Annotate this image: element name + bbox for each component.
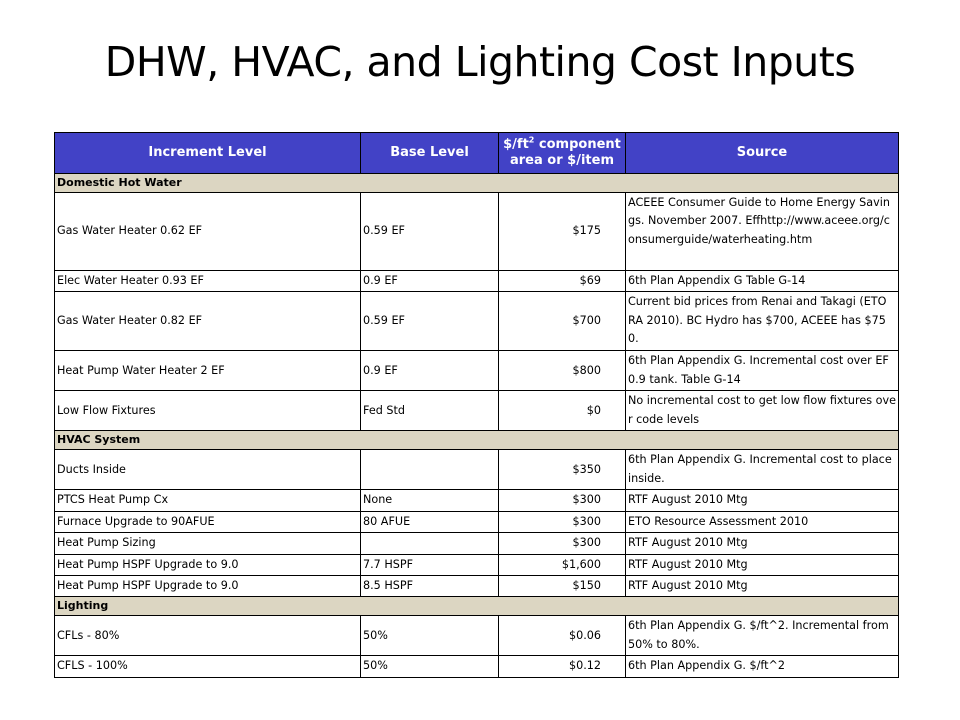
cost-cell: $150 bbox=[499, 576, 626, 597]
cost-cell: $700 bbox=[499, 292, 626, 351]
source-cell: 6th Plan Appendix G. Incremental cost to place inside. bbox=[626, 450, 899, 490]
table-row bbox=[55, 351, 899, 391]
table-row bbox=[55, 292, 899, 351]
source-cell: 6th Plan Appendix G. $/ft^2. Incremental from 50% to 80%. bbox=[626, 616, 899, 656]
cost-cell: $300 bbox=[499, 533, 626, 554]
cost-cell: $69 bbox=[499, 271, 626, 292]
table-row bbox=[55, 554, 899, 575]
cost-cell: $300 bbox=[499, 490, 626, 511]
table-row bbox=[55, 576, 899, 597]
increment-cell: CFLs - 80% bbox=[55, 616, 361, 656]
table-header-row bbox=[55, 133, 899, 174]
base-cell: 50% bbox=[361, 656, 499, 677]
increment-cell: Elec Water Heater 0.93 EF bbox=[55, 271, 361, 292]
increment-cell: Heat Pump Water Heater 2 EF bbox=[55, 351, 361, 391]
source-cell: RTF August 2010 Mtg bbox=[626, 554, 899, 575]
section-row bbox=[55, 431, 899, 450]
base-cell: 50% bbox=[361, 616, 499, 656]
source-cell: ACEEE Consumer Guide to Home Energy Savings. November 2007. Effhttp://www.aceee.org/consumerguide/waterheating.htm bbox=[626, 193, 899, 271]
base-cell: 7.7 HSPF bbox=[361, 554, 499, 575]
header-increment-level: Increment Level bbox=[55, 133, 361, 174]
cost-cell: $300 bbox=[499, 511, 626, 532]
section-row bbox=[55, 174, 899, 193]
source-cell: ETO Resource Assessment 2010 bbox=[626, 511, 899, 532]
table-row bbox=[55, 391, 899, 431]
increment-cell: Gas Water Heater 0.62 EF bbox=[55, 193, 361, 271]
table-row bbox=[55, 656, 899, 677]
base-cell: 8.5 HSPF bbox=[361, 576, 499, 597]
source-cell: 6th Plan Appendix G Table G-14 bbox=[626, 271, 899, 292]
source-cell: 6th Plan Appendix G. $/ft^2 bbox=[626, 656, 899, 677]
header-base-level: Base Level bbox=[361, 133, 499, 174]
table-row bbox=[55, 616, 899, 656]
table-row bbox=[55, 450, 899, 490]
increment-cell: Low Flow Fixtures bbox=[55, 391, 361, 431]
source-cell: RTF August 2010 Mtg bbox=[626, 576, 899, 597]
cost-inputs-table bbox=[54, 132, 899, 678]
table-row bbox=[55, 193, 899, 271]
cost-cell: $1,600 bbox=[499, 554, 626, 575]
cost-cell: $0.06 bbox=[499, 616, 626, 656]
section-row bbox=[55, 597, 899, 616]
base-cell: 0.59 EF bbox=[361, 292, 499, 351]
increment-cell: CFLS - 100% bbox=[55, 656, 361, 677]
table-row bbox=[55, 490, 899, 511]
base-cell bbox=[361, 533, 499, 554]
source-cell: RTF August 2010 Mtg bbox=[626, 490, 899, 511]
increment-cell: Heat Pump HSPF Upgrade to 9.0 bbox=[55, 554, 361, 575]
table-row bbox=[55, 533, 899, 554]
cost-cell: $0.12 bbox=[499, 656, 626, 677]
base-cell bbox=[361, 450, 499, 490]
section-heading: Lighting bbox=[55, 597, 899, 616]
increment-cell: Heat Pump Sizing bbox=[55, 533, 361, 554]
cost-cell: $175 bbox=[499, 193, 626, 271]
cost-cell: $0 bbox=[499, 391, 626, 431]
source-cell: RTF August 2010 Mtg bbox=[626, 533, 899, 554]
source-cell: 6th Plan Appendix G. Incremental cost over EF 0.9 tank. Table G-14 bbox=[626, 351, 899, 391]
table-body bbox=[55, 174, 899, 678]
slide-title: DHW, HVAC, and Lighting Cost Inputs bbox=[104, 38, 856, 86]
increment-cell: Furnace Upgrade to 90AFUE bbox=[55, 511, 361, 532]
base-cell: None bbox=[361, 490, 499, 511]
base-cell: 0.9 EF bbox=[361, 271, 499, 292]
increment-cell: PTCS Heat Pump Cx bbox=[55, 490, 361, 511]
base-cell: 80 AFUE bbox=[361, 511, 499, 532]
base-cell: 0.9 EF bbox=[361, 351, 499, 391]
section-heading: Domestic Hot Water bbox=[55, 174, 899, 193]
source-cell: Current bid prices from Renai and Takagi (ETO RA 2010). BC Hydro has $700, ACEEE has $750. bbox=[626, 292, 899, 351]
base-cell: 0.59 EF bbox=[361, 193, 499, 271]
header-cost-prefix: $/ft bbox=[503, 137, 529, 152]
increment-cell: Ducts Inside bbox=[55, 450, 361, 490]
source-cell: No incremental cost to get low flow fixtures over code levels bbox=[626, 391, 899, 431]
cost-cell: $350 bbox=[499, 450, 626, 490]
header-cost bbox=[499, 133, 626, 174]
base-cell: Fed Std bbox=[361, 391, 499, 431]
table-row bbox=[55, 511, 899, 532]
section-heading: HVAC System bbox=[55, 431, 899, 450]
increment-cell: Heat Pump HSPF Upgrade to 9.0 bbox=[55, 576, 361, 597]
header-cost-superscript: 2 bbox=[528, 135, 535, 145]
table-row bbox=[55, 271, 899, 292]
header-source: Source bbox=[626, 133, 899, 174]
header-cost-suffix: component area or $/item bbox=[510, 137, 621, 168]
cost-cell: $800 bbox=[499, 351, 626, 391]
increment-cell: Gas Water Heater 0.82 EF bbox=[55, 292, 361, 351]
